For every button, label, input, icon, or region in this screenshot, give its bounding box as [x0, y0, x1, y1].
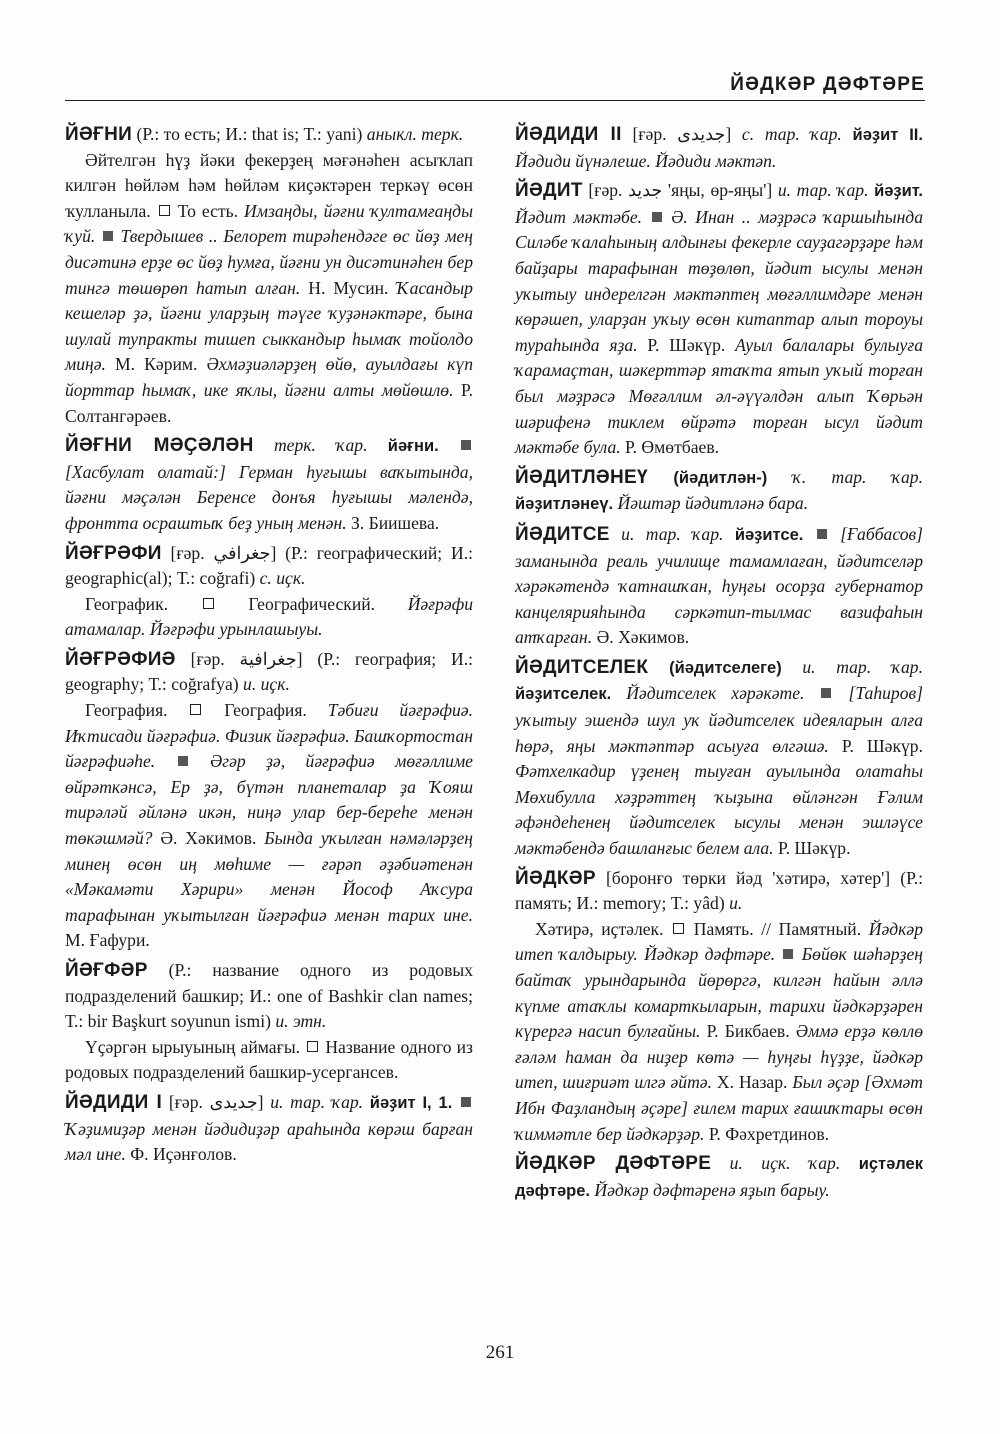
example-text: Йәдит мәктәбе.: [515, 206, 650, 227]
definition-text: То есть.: [171, 200, 245, 221]
dictionary-entry-yaditselek: [515, 655, 923, 862]
headword: ЙӘДИДИ I: [65, 1091, 163, 1113]
entry-heading-paragraph: [515, 866, 923, 917]
russian-equivalent-marker-icon: [673, 923, 684, 934]
example-text: [Ғаббасов] заманында реаль училище тамамлаған, йәдитселәр хәрәкәтендә ҡатнашҡан, һуңғы осорҙа губернатор канцелярияһында сәркәтип-тылмас вазифаһын атҡарған.: [515, 523, 923, 648]
literary-example-marker-icon: [783, 949, 793, 959]
author-attribution: Р. Шәкүр.: [841, 735, 923, 756]
dictionary-entry-yadkar-daftare: [515, 1151, 923, 1204]
definition-text: Географический.: [215, 593, 408, 614]
author-attribution: Н. Мусин.: [308, 277, 397, 298]
headword: ЙӘҒРӘФИ: [65, 542, 162, 564]
example-text: Йәштәр йәдитләнә бара.: [613, 493, 809, 514]
entry-body-paragraph: [65, 1035, 473, 1086]
definition-text: (Р.: название одного из родовых подразделений башкир; И.: one of Bashkir clan names; Т.: bir Başkurt soyunun ismi): [65, 960, 473, 1032]
example-text: Ә. Инан .. мәҙрәсә ҡаршыһында Силәбе ҡалаһының алдынғы фекерле сауҙагәрҙәре һәм байҙары тарафынан төҙөлөп, йәдит ысулы менән уҡытыу индерелгән мәктәптең мөғәллимдәре менән көрәшеп, уларҙан уҡыу өсөн китаптар алып тороуы тураһында яҙа.: [515, 206, 924, 355]
grammar-label: и. тар. ҡар.: [609, 523, 735, 544]
definition-text: Хәтирә, иҫтәлек.: [535, 918, 672, 939]
headword: ЙӘДИТ: [515, 180, 583, 202]
grammar-label: с. тар. ҡар.: [741, 124, 853, 144]
definition-text: (Р.: то есть; И.: that is; Т.: yani): [132, 124, 367, 144]
definition-text: [452, 1092, 459, 1112]
entry-heading-paragraph: [65, 433, 473, 536]
author-attribution: З. Биишева.: [351, 512, 440, 533]
literary-example-marker-icon: [178, 756, 188, 766]
example-text: Ҡәҙимиҙәр менән йәдидиҙәр араһында көрәш барған мәл ине.: [65, 1118, 473, 1165]
cross-reference: йәҙитсе.: [734, 525, 804, 544]
cross-reference: (йәдитселеге): [648, 658, 782, 677]
page-number: 261: [485, 1342, 515, 1363]
dictionary-entry-yadkar: [515, 866, 923, 1148]
example-text: Әхмәҙиәләрҙең өйө, ауылдағы күп йорттар һымаҡ, ике яҡлы, йәғни алты мөйөшлө.: [65, 354, 473, 400]
dictionary-entry-yagrafia: [65, 647, 473, 954]
russian-equivalent-marker-icon: [203, 598, 214, 609]
headword: ЙӘҒРӘФИӘ: [65, 648, 176, 670]
headword: ЙӘДКӘР ДӘФТӘРЕ: [515, 1153, 712, 1175]
author-attribution: Р. Өмөтбаев.: [625, 437, 720, 458]
dictionary-entry-yadidi-1: [65, 1090, 473, 1168]
dictionary-entry-yadit: [515, 178, 923, 461]
cross-reference: йәҙитләнеү.: [515, 495, 614, 514]
author-attribution: М. Ғафури.: [65, 930, 150, 951]
example-text: Был әҫәр [Әхмәт Ибн Фаҙландың әҫәре] ғилем тарих ғашиҡтары өсөн ҡиммәтле бер йәдкәрҙәр.: [515, 1072, 924, 1144]
literary-example-marker-icon: [461, 440, 471, 450]
entry-body-paragraph: [515, 917, 923, 1147]
author-attribution: Р. Бикбаев.: [706, 1021, 796, 1042]
entry-heading-paragraph: [65, 647, 473, 698]
example-text: Имзаңды, йәғни ҡултамғаңды ҡуй.: [65, 200, 473, 247]
author-attribution: Р. Шәкүр.: [777, 838, 851, 859]
definition-text: [ғәр. جديدى]: [162, 1091, 271, 1112]
definition-text: [ғәр. جغرافية] (Р.: география; И.: geography; Т.: coğrafya): [65, 648, 473, 695]
author-attribution: Р. Солтангәрәев.: [65, 379, 473, 426]
example-text: Йәдиди йүнәлеше. Йәдиди мәктәп.: [515, 150, 777, 171]
cross-reference: (йәдитлән-): [647, 468, 768, 487]
definition-text: [ғәр. جغرافي] (Р.: географический; И.: geographic(al); Т.: coğrafi): [65, 542, 473, 589]
entry-heading-paragraph: [515, 465, 923, 518]
definition-text: [ғәр. جديد 'яңы, өр-яңы']: [582, 180, 778, 201]
literary-example-marker-icon: [817, 529, 827, 539]
headword: ЙӘДИТСЕЛЕК: [515, 656, 649, 678]
definition-text: Название одного из родовых подразделений башкир-усергансев.: [65, 1036, 473, 1083]
cross-reference: йәҙитселек.: [515, 685, 612, 704]
entry-heading-paragraph: [65, 541, 473, 592]
definition-text: География.: [203, 700, 328, 721]
definition-text: Географик.: [85, 593, 201, 614]
grammar-label: и. тар. ҡар.: [777, 180, 875, 201]
grammar-label: и. иҫк.: [243, 674, 290, 695]
entry-body-paragraph: [65, 592, 473, 643]
entry-heading-paragraph: [65, 1090, 473, 1168]
entry-body-paragraph: [65, 148, 473, 430]
left-column: [65, 122, 473, 1172]
author-attribution: Р. Шәкүр.: [647, 334, 736, 355]
cross-reference: йәҙит.: [874, 182, 923, 201]
cross-reference: йәҙит II.: [852, 126, 923, 144]
author-attribution: Р. Фәхретдинов.: [708, 1123, 830, 1144]
right-column: [515, 122, 923, 1208]
grammar-label: и.: [729, 893, 743, 914]
grammar-label: ҡ. тар. ҡар.: [767, 466, 923, 487]
entry-heading-paragraph: [65, 122, 473, 148]
cross-reference: иҫтәлек дәфтәре.: [515, 1155, 923, 1200]
grammar-label: и. этн.: [275, 1011, 327, 1032]
example-text: Йәдитселек хәрәкәте.: [611, 683, 820, 704]
dictionary-entry-yadidi-2: [515, 122, 923, 174]
author-attribution: Ә. Хәкимов.: [596, 627, 690, 648]
grammar-label: с. иҫк.: [259, 568, 306, 589]
example-text: Йәдкәр итеп ҡалдырыу. Йәдкәр дәфтәре.: [515, 918, 923, 965]
headword: ЙӘҒНИ МӘҪӘЛӘН: [65, 435, 254, 457]
entry-heading-paragraph: [515, 522, 923, 651]
definition-text: [ғәр. جديدى]: [621, 124, 742, 144]
headword: ЙӘДИТЛӘНЕҮ: [515, 466, 648, 488]
headword: ЙӘДИДИ II: [515, 124, 622, 145]
entry-body-paragraph: [65, 698, 473, 954]
grammar-label: и. тар. ҡар.: [270, 1091, 370, 1112]
entry-heading-paragraph: [515, 178, 923, 461]
dictionary-entry-yagni: [65, 122, 473, 429]
example-text: Әгәр ҙә, йәғрәфиә мөғәллиме өйрәткәнсә, Ер ҙә, бүтән планеталар ҙа Ҡояш тирәләй әйләнә икән, ниңә улар бер-береһе менән төкәшмәй?: [65, 751, 473, 849]
literary-example-marker-icon: [652, 212, 662, 222]
grammar-label: аныкл. терк.: [366, 124, 464, 144]
definition-text: Әйтелгән һүҙ йәки фекерҙең мәғәнәһен асыҡлап килгән һөйләм һәм һөйләм киҫәктәрен теркәү өсөн ҡулланыла.: [65, 149, 473, 221]
entry-heading-paragraph: [515, 655, 923, 862]
cross-reference: йәғни.: [387, 437, 439, 456]
example-text: Ҡасандыр кешеләр ҙә, йәғни уларҙың тәүге ҡуҙәнәктәре, бына шулай тупракты тишеп сыккандыр һымаҡ тойолдо миңә.: [65, 277, 473, 375]
dictionary-entry-yagni-masalan: [65, 433, 473, 536]
russian-equivalent-marker-icon: [190, 704, 201, 715]
author-attribution: М. Кәрим.: [115, 354, 207, 375]
definition-text: Үҫәргән ырыуының аймағы.: [85, 1036, 306, 1057]
headword: ЙӘҒНИ: [65, 124, 133, 145]
entry-heading-paragraph: [515, 122, 923, 174]
running-header: [65, 66, 925, 101]
dictionary-entry-yagrafi: [65, 541, 473, 643]
example-text: Фәтхелкадир үҙенең тыуған ауылында олатаһы Мөхибулла хәҙрәттең ҡыҙына өйләнгән Ғәлим әфәндеһенең йәдитселек ысулы менән эшләүсе мәктәбендә башланғыс белем ала.: [515, 761, 923, 859]
author-attribution: Ф. Иҫәнғолов.: [130, 1144, 237, 1165]
definition-text: [803, 524, 814, 544]
russian-equivalent-marker-icon: [159, 205, 170, 216]
headword: ЙӘҒФӘР: [65, 960, 148, 981]
russian-equivalent-marker-icon: [307, 1041, 318, 1052]
literary-example-marker-icon: [821, 688, 831, 698]
literary-example-marker-icon: [461, 1097, 471, 1107]
example-text: Йәдкәр дәфтәренә яҙып барыу.: [589, 1179, 830, 1200]
running-head-title: ЙӘДКӘР ДӘФТӘРЕ: [730, 74, 925, 95]
author-attribution: Ә. Хәкимов.: [160, 828, 265, 849]
cross-reference: йәҙит I, 1.: [369, 1093, 453, 1112]
definition-text: Память. // Памятный.: [686, 918, 869, 939]
example-text: [Таһиров] уҡытыу эшендә шул уҡ йәдитселек идеяларын алға һөрә, яңы мәктәптәр асыуға өлгәшә.: [515, 683, 923, 756]
entry-heading-paragraph: [65, 958, 473, 1035]
definition-text: [боронғо төрки йәд 'хәтирә, хәтер'] (Р.: память; И.: memory; Т.: yâd): [515, 867, 923, 914]
example-text: Әммә ерҙә көллө ғәләм һаман да ниҙер көтә — һуңғы һүҙҙе, йәдкәр итеп, шиғриәт илгә әйтә.: [515, 1021, 924, 1093]
grammar-label: и. тар. ҡар.: [781, 656, 924, 677]
entry-heading-paragraph: [515, 1151, 923, 1204]
dictionary-entry-yaditse: [515, 522, 923, 651]
definition-text: [439, 435, 459, 455]
grammar-label: терк. ҡар.: [253, 435, 388, 456]
example-text: Твердышев .. Белорет тирәһендәге өс йөҙ мең дисәтинә ерҙе өс йөҙ һумға, йәғни ун дисәтинәһен бер тингә төшөрөп һатып алған.: [65, 226, 474, 298]
example-text: Бында уҡылған нәмәләрҙең минең өсөн иң мөһиме — ғәрәп әҙәбиәтенән «Мәкамәти Хәрири» менән Йософ Аҡсура тарафынан уҡытылған йәғрәфиә менән тарих ине.: [65, 828, 473, 925]
definition-text: География.: [85, 700, 189, 721]
dictionary-entry-yagfar: [65, 958, 473, 1086]
headword: ЙӘДИТСЕ: [515, 523, 610, 545]
literary-example-marker-icon: [103, 231, 113, 241]
headword: ЙӘДКӘР: [515, 867, 596, 889]
example-text: Ауыл балалары булыуға ҡарамаҫтан, шәкерттәр ятаҡта ятып уҡый торған был мәҙрәсә Мөғәллим әл-әүүәлдән алып Ҡөрьән шәрифенә тиклем өйрәтә торған ысул йәдит мәктәбе була.: [515, 334, 923, 458]
dictionary-entry-yaditlanau: [515, 465, 923, 518]
author-attribution: Х. Назар.: [716, 1072, 793, 1093]
example-text: [Хасбулат олатай:] Герман һуғышы ваҡытында, йәғни мәҫәлән Беренсе донъя һуғышы мәлендә, фронтта осраштыҡ беҙ уның менән.: [65, 461, 473, 533]
example-text: Бөйөк шәһәрҙең байтаҡ урындарында йөрөргә, килгән һайын әллә күпме атаҡлы комарткыларын, тарихи йәдкәрҙәрен күрергә насип булғайны.: [515, 944, 923, 1042]
example-text: Тәбиғи йәғрәфиә. Иҡтисади йәғрәфиә. Физик йәғрәфиә. Башҡортостан йәғрәфиәһе.: [65, 700, 474, 772]
grammar-label: и. иҫк. ҡар.: [711, 1153, 859, 1174]
example-text: Йәғрәфи атамалар. Йәғрәфи урынлашыуы.: [65, 593, 473, 640]
